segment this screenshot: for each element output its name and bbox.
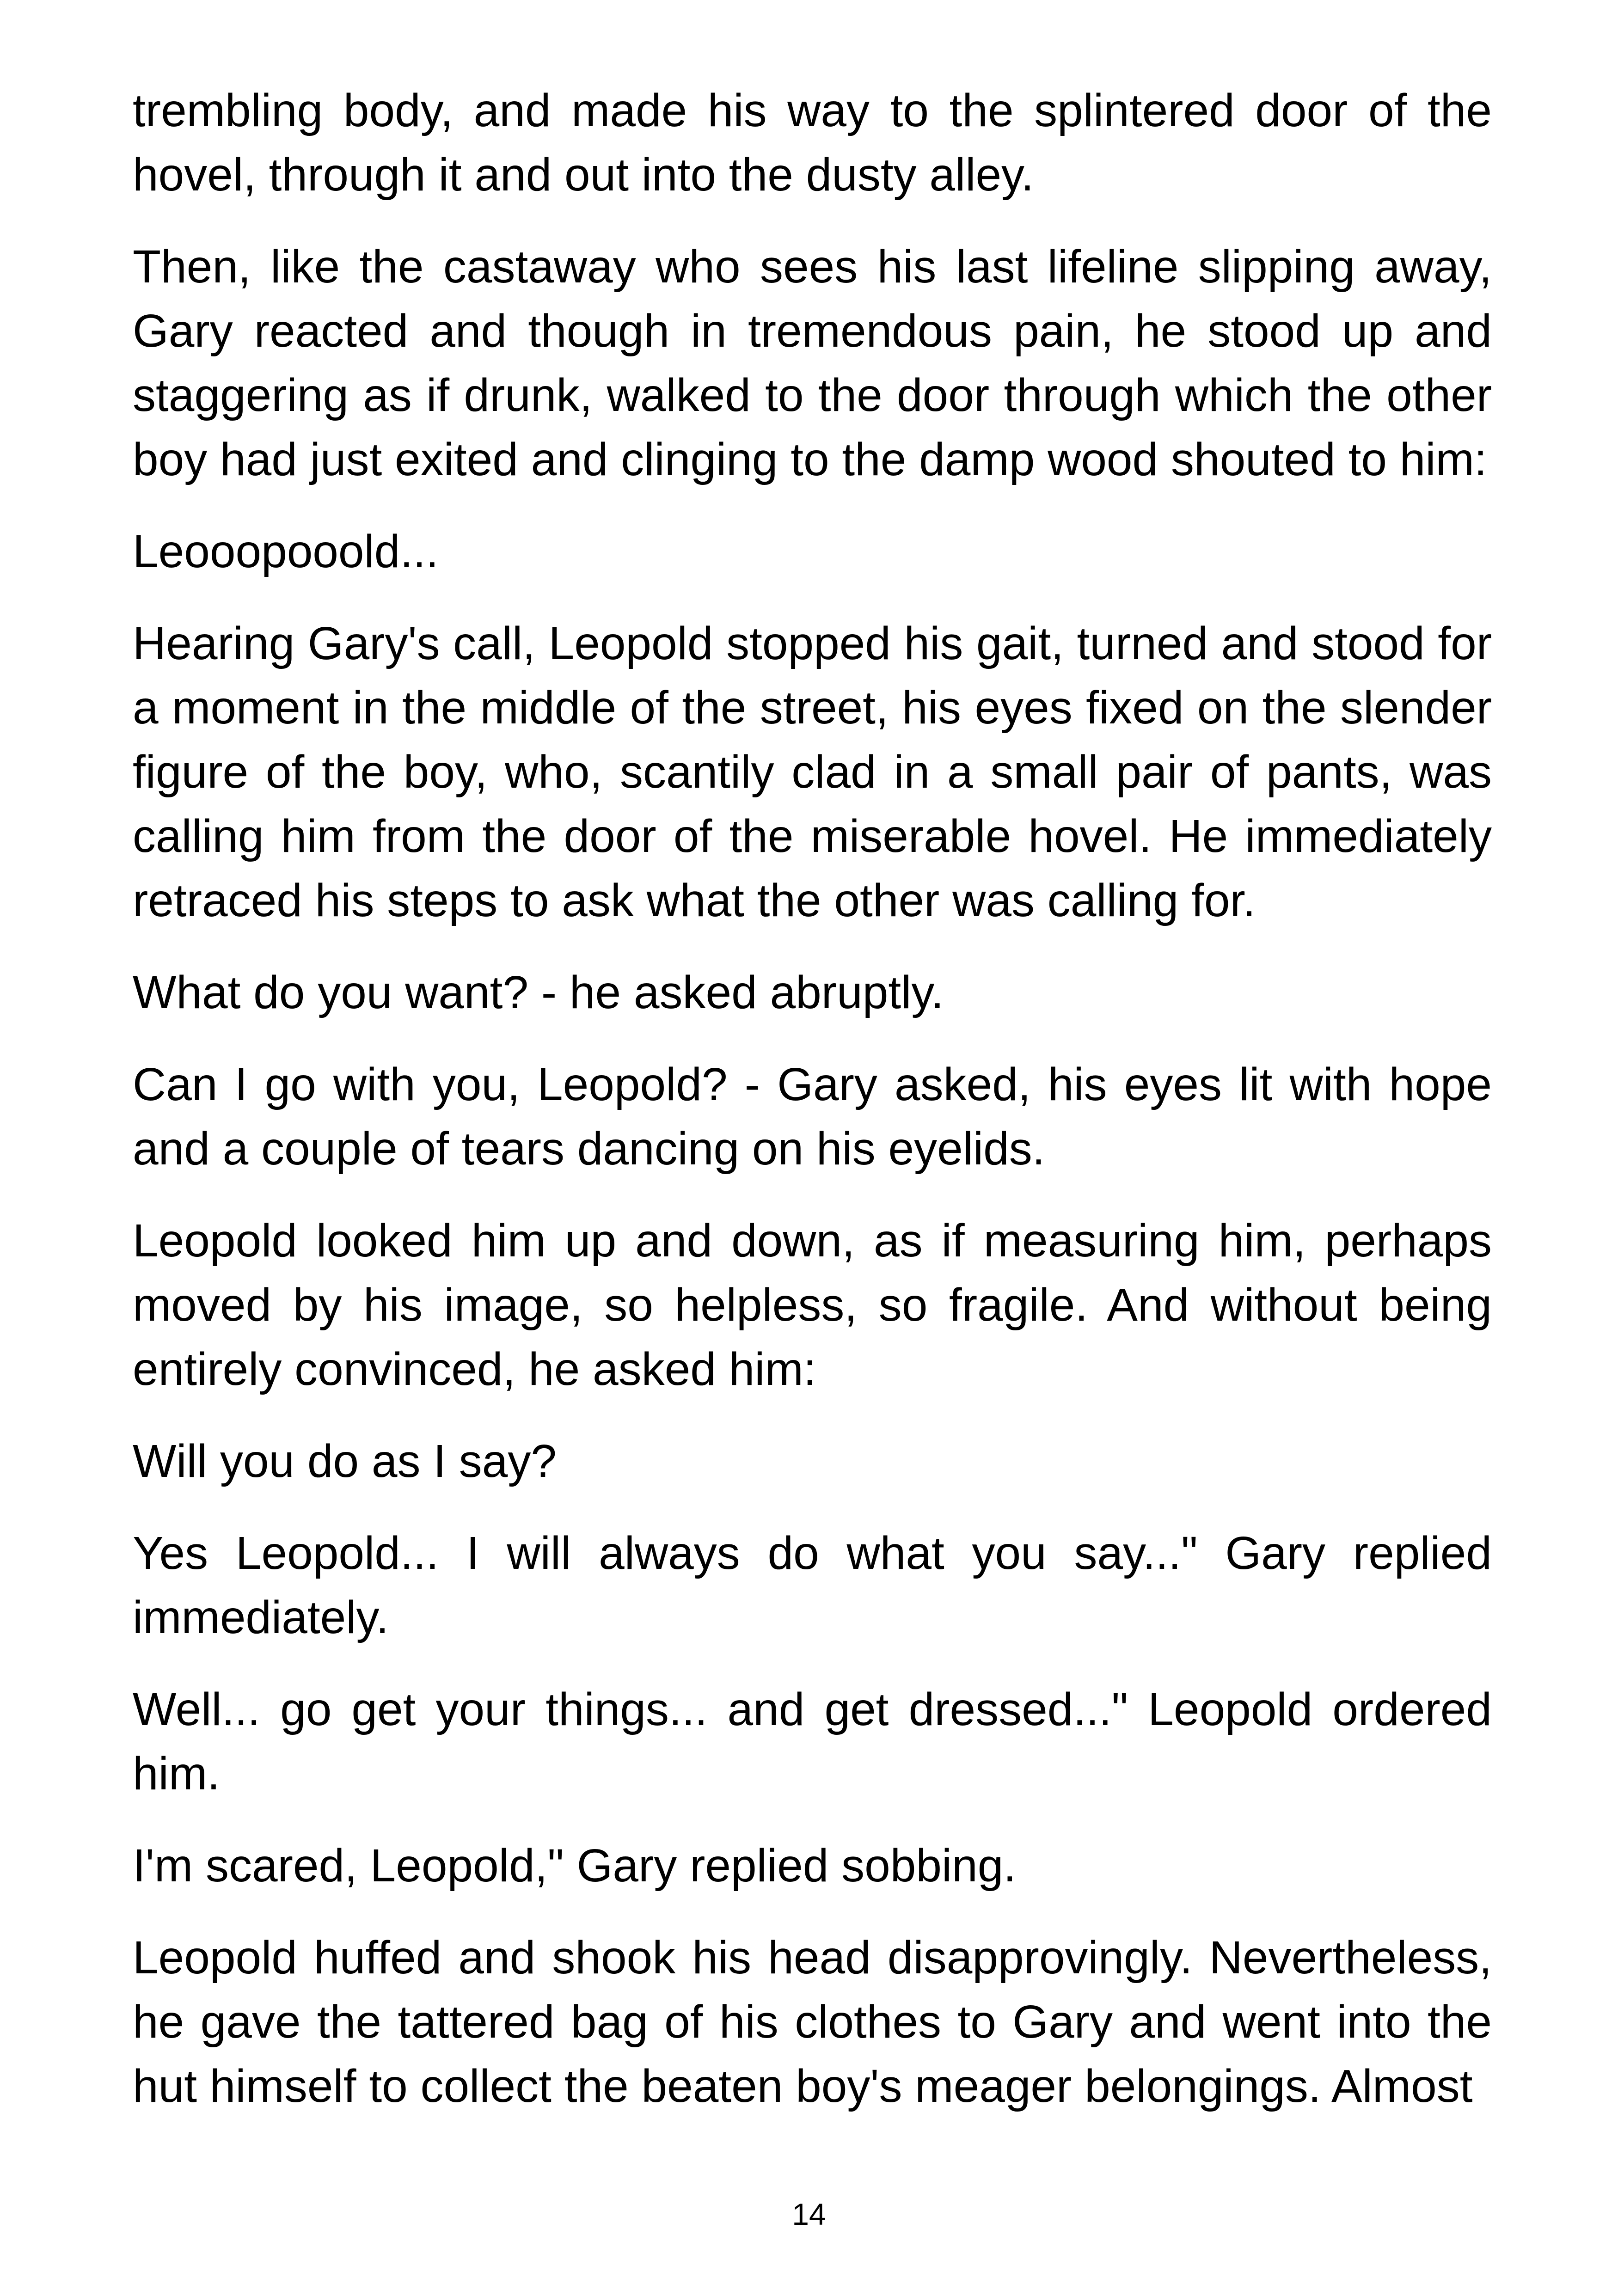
paragraph: Can I go with you, Leopold? - Gary asked, his eyes lit with hope and a couple of tears dancing on his eyelids. bbox=[133, 1059, 1492, 1175]
page-number: 14 bbox=[792, 2197, 826, 2231]
paragraph: Will you do as I say? bbox=[133, 1435, 557, 1487]
paragraph: trembling body, and made his way to the splintered door of the hovel, through it and out into the dusty alley. bbox=[133, 85, 1492, 201]
paragraph: Leopold looked him up and down, as if measuring him, perhaps moved by his image, so helpless, so fragile. And without being entirely convinced, he asked him: bbox=[133, 1215, 1492, 1395]
paragraph: Leooopooold... bbox=[133, 526, 439, 577]
page-body bbox=[133, 79, 1492, 2146]
paragraph: Hearing Gary's call, Leopold stopped his gait, turned and stood for a moment in the middle of the street, his eyes fixed on the slender figure of the boy, who, scantily clad in a small pair of pants, was calling him from the door of the miserable hovel. He immediately retraced his steps to ask what the other was calling for. bbox=[133, 618, 1492, 926]
paragraph: Then, like the castaway who sees his last lifeline slipping away, Gary reacted and though in tremendous pain, he stood up and staggering as if drunk, walked to the door through which the other boy had just exited and clinging to the damp wood shouted to him: bbox=[133, 241, 1492, 485]
paragraph: Yes Leopold... I will always do what you say..." Gary replied immediately. bbox=[133, 1527, 1492, 1643]
paragraph: I'm scared, Leopold," Gary replied sobbing. bbox=[133, 1840, 1017, 1892]
paragraph: Well... go get your things... and get dressed..." Leopold ordered him. bbox=[133, 1684, 1492, 1800]
paragraph: What do you want? - he asked abruptly. bbox=[133, 967, 944, 1018]
paragraph: Leopold huffed and shook his head disapprovingly. Nevertheless, he gave the tattered bag of his clothes to Gary and went into the hut himself to collect the beaten boy's meager belongings. Almost bbox=[133, 1932, 1492, 2112]
